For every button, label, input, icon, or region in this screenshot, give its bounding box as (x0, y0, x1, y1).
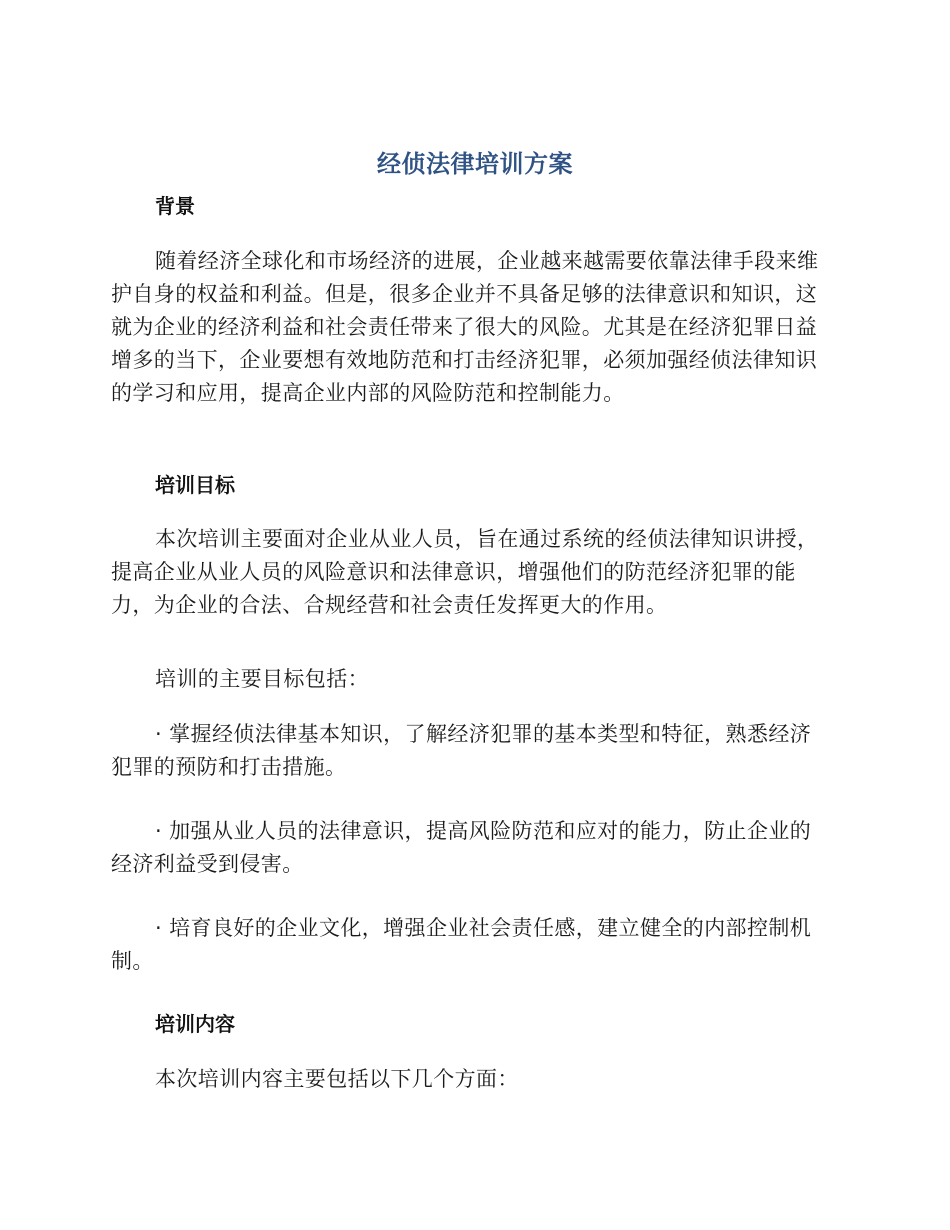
bullet-line: · 加强从业人员的法律意识，提高风险防范和应对的能力，防止企业的 (155, 819, 812, 843)
section-heading-background: 背景 (155, 194, 195, 218)
goals-list-intro (111, 663, 833, 696)
bullet-line: 经济利益受到侵害。 (111, 852, 304, 876)
paragraph-line: 增多的当下，企业要想有效地防范和打击经济犯罪，必须加强经侦法律知识 (111, 348, 818, 372)
paragraph-line: 的学习和应用，提高企业内部的风险防范和控制能力。 (111, 381, 625, 405)
paragraph-line: 提高企业从业人员的风险意识和法律意识，增强他们的防范经济犯罪的能 (111, 560, 796, 584)
goal-bullet-item (111, 718, 833, 784)
paragraph-line: 护自身的权益和利益。但是，很多企业并不具备足够的法律意识和知识，这 (111, 282, 818, 306)
document-title: 经侦法律培训方案 (377, 150, 573, 178)
bullet-line: · 培育良好的企业文化，增强企业社会责任感，建立健全的内部控制机 (155, 916, 812, 940)
bullet-line: · 掌握经侦法律基本知识，了解经济犯罪的基本类型和特征，熟悉经济 (155, 722, 812, 746)
goal-bullet-item (111, 912, 833, 978)
bullet-line: 犯罪的预防和打击措施。 (111, 755, 347, 779)
section-heading-content: 培训内容 (155, 1012, 235, 1036)
goal-bullet-item (111, 815, 833, 881)
paragraph-line: 力，为企业的合法、合规经营和社会责任发挥更大的作用。 (111, 593, 668, 617)
paragraph-line: 本次培训内容主要包括以下几个方面： (155, 1067, 519, 1091)
paragraph-line: 随着经济全球化和市场经济的进展，企业越来越需要依靠法律手段来维 (155, 249, 819, 273)
content-intro (111, 1063, 833, 1096)
bullet-line: 制。 (111, 949, 154, 973)
paragraph-line: 本次培训主要面对企业从业人员，旨在通过系统的经侦法律知识讲授， (155, 527, 819, 551)
goals-paragraph (111, 523, 833, 622)
background-paragraph (111, 245, 833, 410)
paragraph-line: 培训的主要目标包括： (155, 667, 369, 691)
paragraph-line: 就为企业的经济利益和社会责任带来了很大的风险。尤其是在经济犯罪日益 (111, 315, 818, 339)
section-heading-goals: 培训目标 (155, 473, 235, 497)
